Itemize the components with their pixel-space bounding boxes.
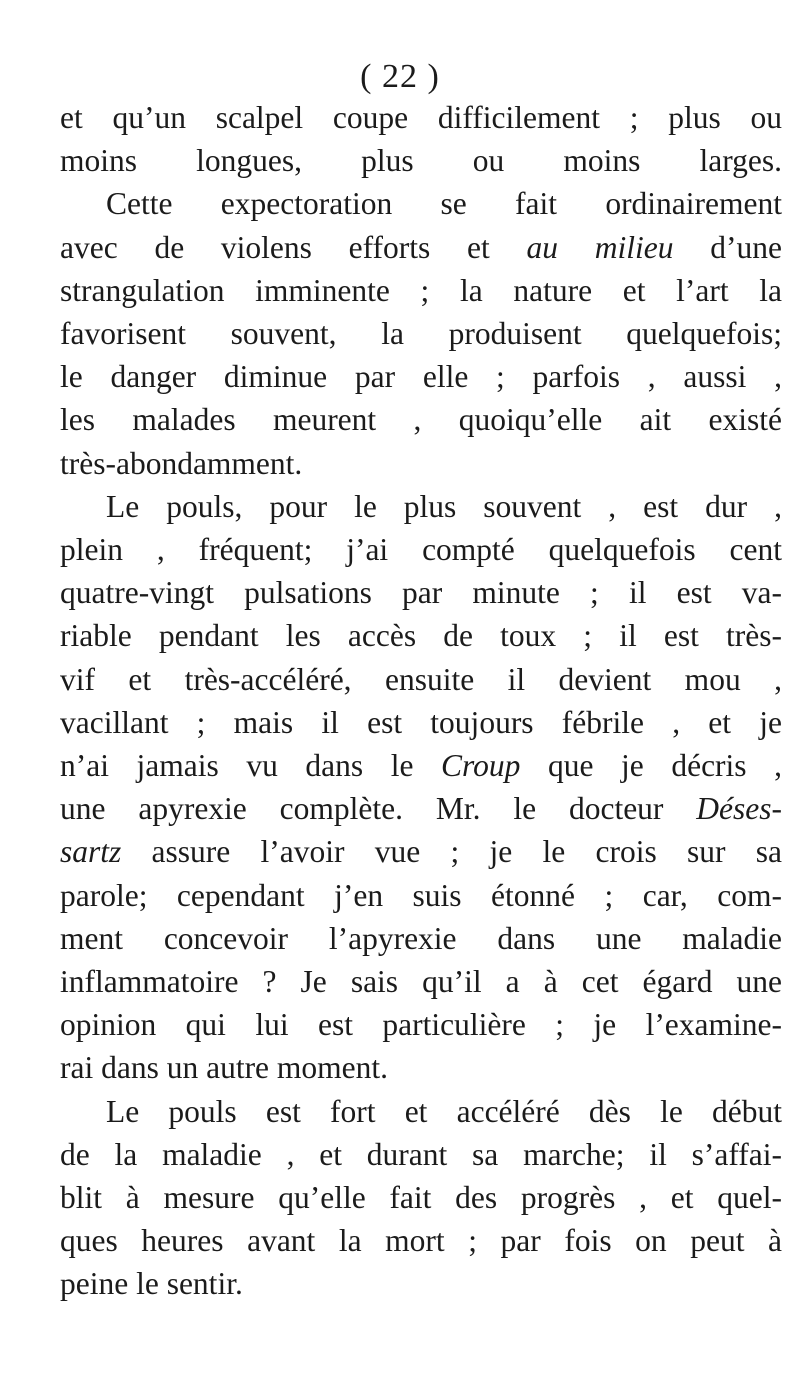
text-line bbox=[60, 658, 782, 701]
text-segment: les malades meurent , quoiqu’elle ait existé bbox=[60, 402, 782, 438]
text-line bbox=[60, 1090, 782, 1133]
text-line bbox=[60, 744, 782, 787]
text-line bbox=[60, 614, 782, 657]
text-segment: moins longues, plus ou moins larges. bbox=[60, 143, 782, 179]
text-segment: opinion qui lui est particulière ; je l’examine- bbox=[60, 1007, 782, 1043]
text-line bbox=[60, 960, 782, 1003]
text-segment: une apyrexie complète. Mr. le docteur bbox=[60, 791, 697, 827]
text-segment: Le pouls est fort et accéléré dès le début bbox=[106, 1093, 782, 1129]
italic-text: au milieu bbox=[526, 229, 674, 265]
text-segment: peine le sentir. bbox=[60, 1266, 243, 1302]
text-line bbox=[60, 787, 782, 830]
text-line bbox=[60, 874, 782, 917]
text-segment: ment concevoir l’apyrexie dans une maladie bbox=[60, 920, 782, 956]
text-segment: avec de violens efforts et bbox=[60, 229, 527, 265]
text-segment: parole; cependant j’en suis étonné ; car, com- bbox=[60, 877, 782, 913]
text-segment: très-abondamment. bbox=[60, 445, 303, 481]
text-line bbox=[60, 442, 782, 485]
text-line bbox=[60, 528, 782, 571]
text-segment: Le pouls, pour le plus souvent , est dur , bbox=[106, 488, 782, 524]
text-segment: blit à mesure qu’elle fait des progrès , et quel- bbox=[60, 1180, 782, 1216]
text-line bbox=[60, 96, 782, 139]
text-segment: strangulation imminente ; la nature et l’art la bbox=[60, 272, 782, 308]
text-segment: vif et très-accéléré, ensuite il devient mou , bbox=[60, 661, 782, 697]
text-line bbox=[60, 830, 782, 873]
page-number: ( 22 ) bbox=[360, 58, 440, 95]
text-segment: riable pendant les accès de toux ; il est très- bbox=[60, 618, 782, 654]
text-line bbox=[60, 1003, 782, 1046]
text-segment: Cette expectoration se fait ordinairement bbox=[106, 186, 782, 222]
text-line bbox=[60, 139, 782, 182]
page-body-text bbox=[60, 96, 782, 1306]
text-line bbox=[60, 485, 782, 528]
text-segment: vacillant ; mais il est toujours fébrile , et je bbox=[60, 704, 782, 740]
text-segment: ques heures avant la mort ; par fois on peut à bbox=[60, 1223, 782, 1259]
text-segment: le danger diminue par elle ; parfois , aussi , bbox=[60, 359, 782, 395]
text-line bbox=[60, 571, 782, 614]
text-segment: favorisent souvent, la produisent quelquefois; bbox=[60, 316, 782, 352]
text-segment: que je décris , bbox=[520, 748, 782, 784]
text-segment: rai dans un autre moment. bbox=[60, 1050, 389, 1086]
text-line bbox=[60, 1219, 782, 1262]
text-line bbox=[60, 701, 782, 744]
text-line bbox=[60, 1262, 782, 1305]
italic-text: Croup bbox=[441, 748, 521, 784]
text-segment: assure l’avoir vue ; je le crois sur sa bbox=[121, 834, 782, 870]
text-line bbox=[60, 398, 782, 441]
text-line bbox=[60, 355, 782, 398]
text-segment: d’une bbox=[673, 229, 782, 265]
text-segment: et qu’un scalpel coupe difficilement ; plus ou bbox=[60, 100, 782, 135]
text-line bbox=[60, 1046, 782, 1089]
text-segment: quatre-vingt pulsations par minute ; il est va- bbox=[60, 575, 782, 611]
text-line bbox=[60, 917, 782, 960]
text-segment: de la maladie , et durant sa marche; il s’affai- bbox=[60, 1136, 782, 1172]
italic-text: Déses- bbox=[696, 791, 782, 827]
text-line bbox=[60, 226, 782, 269]
italic-text: sartz bbox=[60, 834, 122, 870]
text-line bbox=[60, 269, 782, 312]
text-line bbox=[60, 182, 782, 225]
text-line bbox=[60, 312, 782, 355]
text-segment: n’ai jamais vu dans le bbox=[60, 748, 442, 784]
text-line bbox=[60, 1133, 782, 1176]
text-line bbox=[60, 1176, 782, 1219]
text-segment: inflammatoire ? Je sais qu’il a à cet égard une bbox=[60, 964, 782, 1000]
text-segment: plein , fréquent; j’ai compté quelquefois cent bbox=[60, 532, 782, 568]
